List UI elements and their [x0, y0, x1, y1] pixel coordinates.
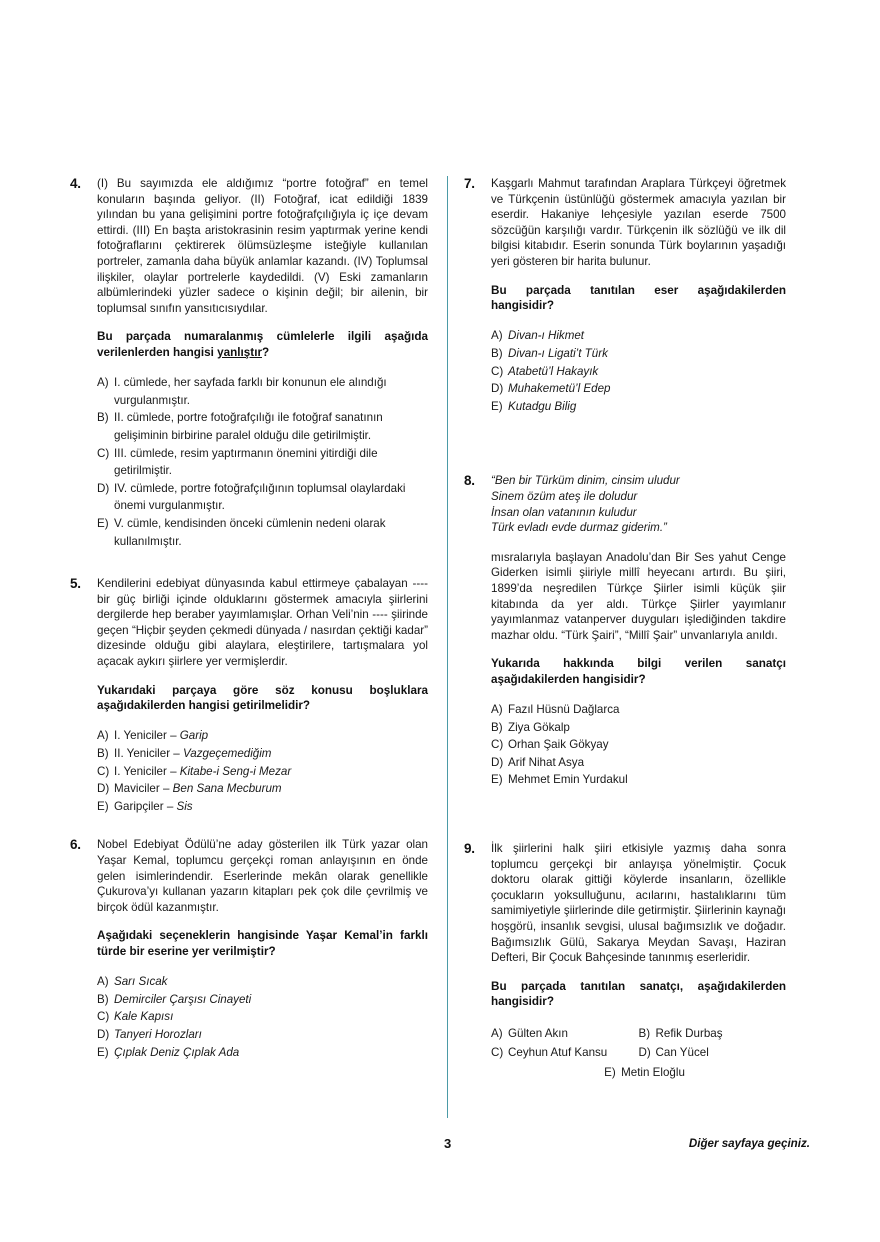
option-c-letter: C) [97, 446, 110, 460]
option-b-letter: B) [97, 992, 109, 1006]
option-a-letter: A) [97, 729, 109, 743]
question-6-passage: Nobel Edebiyat Ödülü’ne aday gösterilen ilk Türk yazar olan Yaşar Kemal, toplumcu gerçekçi roman anlayışının en önde gelen isimlerindendir. Eserlerinde mekân olarak genellikle Çukurova’yı kullanan yazarın kitapları pek çok dile çevrilmiş ve birçok ödül kazanmıştır. [97, 838, 428, 914]
option-d[interactable] [491, 754, 786, 772]
option-b[interactable] [491, 719, 786, 737]
option-c-letter: C) [491, 364, 504, 378]
option-d-text: Muhakemetü’l Edep [508, 382, 611, 396]
option-d-text: Arif Nihat Asya [508, 755, 585, 769]
option-e-text [114, 798, 428, 816]
option-c-text: Ceyhun Atuf Kansu [508, 1046, 608, 1060]
option-b[interactable] [491, 345, 786, 363]
question-9 [464, 841, 786, 1082]
question-4-prompt-underlined: yanlıştır [217, 345, 262, 359]
option-d[interactable] [639, 1043, 709, 1063]
question-5-header [70, 576, 428, 670]
option-d-letter: D) [97, 782, 110, 796]
option-d[interactable] [97, 1026, 428, 1044]
option-a-letter: A) [491, 1026, 503, 1040]
option-a-cell [491, 1024, 639, 1044]
option-e[interactable] [97, 515, 428, 550]
option-b-letter: B) [638, 1026, 651, 1040]
question-4-prompt-pre: Bu parçada numaralanmış cümlelerle ilgili aşağıda verilenlerden hangisi [97, 330, 428, 359]
option-a-text: I. cümlede, her sayfada farklı bir konunun ele alındığı vurgulanmıştır. [114, 376, 387, 407]
question-4 [70, 176, 428, 550]
question-9-passage: İlk şiirlerini halk şiiri etkisiyle yazmış daha sonra toplumcu gerçekçi bir anlayışa yönelmiştir. Çocuk doktoru olarak gittiği köylerde insanların, özellikle çocukların yoksulluğunu, acılarını, hastalıklarını tüm samimiyetiyle şiirlerinde dile getirmiştir. Şiirlerinin kaynağı hoşgörü, insanlık sevgisi, ulusal bağımsızlık ve doğadır. Bağımsızlık Gülü, Sakarya Meydan Savaşı, Haziran Defteri, Bir Çocuk Bahçesinde tanınmış eserleridir. [491, 842, 786, 965]
option-e[interactable] [491, 398, 786, 416]
option-b-title: Vazgeçemediğim [182, 747, 272, 761]
option-c-letter: C) [491, 1046, 504, 1060]
option-e-letter: E) [97, 799, 109, 813]
question-6 [70, 837, 428, 1061]
question-4-header [70, 176, 428, 316]
option-b-text: Divan-ı Ligati’t Türk [508, 346, 608, 360]
option-d-text [114, 780, 428, 798]
option-a-letter: A) [97, 975, 109, 989]
option-a[interactable] [97, 727, 428, 745]
left-column [70, 176, 428, 1082]
question-6-options [97, 973, 428, 1061]
option-c-text: Atabetü’l Hakayık [508, 364, 599, 378]
option-c[interactable] [491, 1043, 607, 1063]
poem-line-1: “Ben bir Türküm dinim, cinsim uludur [491, 474, 680, 488]
option-e-letter: E) [97, 516, 109, 530]
option-b-text: Demirciler Çarşısı Cinayeti [114, 992, 252, 1006]
option-a[interactable] [491, 1024, 568, 1044]
question-4-number: 4. [70, 176, 81, 191]
question-5-options [97, 727, 428, 815]
option-e-text: Kutadgu Bilig [508, 399, 577, 413]
question-8-passage: mısralarıyla başlayan Anadolu’dan Bir Ses yahut Cenge Giderken isimli şiiriyle millî heyecanı artırdı. Bu şiiri, 1899’da neşredilen Türkçe Şiirler isimli küçük şiir kitabında da yer aldı. Türkçe Şiirler yayımlanır yayımlanmaz vatanperver duyguları işlediğinden takdire mazhar oldu. “Türk Şairi”, “Millî Şair” unvanlarıyla anıldı. [491, 550, 786, 642]
option-a[interactable] [97, 973, 428, 991]
option-c-title: Kitabe-i Seng-i Mezar [179, 764, 292, 778]
question-9-options-row-1 [491, 1024, 786, 1044]
question-6-number: 6. [70, 837, 81, 853]
option-a-text: Divan-ı Hikmet [508, 329, 585, 343]
right-column [428, 176, 786, 1082]
option-b-text: Refik Durbaş [655, 1026, 723, 1040]
question-5-passage: Kendilerini edebiyat dünyasında kabul ettirmeye çabalayan ---- bir güç birliği içinde olduklarını göstermek amacıyla şiirlerini dergilerde hep beraber yayımlamışlar. Orhan Veli’nin ---- şiirinde geçen “Hiçbir şeyden çekmedi dünyada / nasırdan çektiği kadar” dizesinde olduğu gibi alaylara, eleştirilere, tartışmalara yol açacak aykırı şiirlere yer vermişlerdir. [97, 577, 428, 669]
option-c-text: Orhan Şaik Gökyay [508, 738, 609, 752]
option-b-letter: B) [491, 346, 503, 360]
option-b[interactable] [639, 1024, 723, 1044]
option-d-letter: D) [97, 481, 110, 495]
poem-line-3: İnsan olan vatanının kuludur [491, 505, 637, 519]
spacer [464, 415, 786, 473]
question-8-number: 8. [464, 473, 475, 489]
option-e[interactable] [97, 1044, 428, 1062]
option-a-text: Gülten Akın [508, 1026, 568, 1040]
question-4-passage: (I) Bu sayımızda ele aldığımız “portre fotoğraf” en temel konuların başında geliyor. (II) Fotoğraf, icat edildiği 1839 yılından bu yana gelişimini portre fotoğrafçılığıyla iç içe devam ettirdi. (III) En başta aristokrasinin resim yaptırmak yerine kendi fotoğraflarını çektirerek ölümsüzleşme isteğiyle kullanılan portreler, zamanla daha büyük anlamlar kazandı. (IV) Toplumsal ilişkiler, olaylar portrelerle kaydedildi. (V) Eski zamanların albümlerindeki yüzler sadece o kişinin değil; bir ailenin, bir toplumsal sınıfın yansıtıcısıydılar. [97, 177, 428, 315]
option-e[interactable] [491, 771, 786, 789]
question-7-header [464, 176, 786, 270]
option-d-text: IV. cümlede, portre fotoğrafçılığının toplumsal olaylardaki önemi vurgulanmıştır. [114, 481, 406, 513]
option-d-plain: Maviciler – [114, 782, 173, 796]
question-8-options [491, 701, 786, 789]
option-c[interactable] [491, 736, 786, 754]
question-5-number: 5. [70, 576, 81, 592]
option-c[interactable] [491, 363, 786, 381]
question-8-prompt: Yukarıda hakkında bilgi verilen sanatçı aşağıdakilerden hangisidir? [491, 657, 786, 686]
option-a-text: Fazıl Hüsnü Dağlarca [508, 703, 620, 717]
option-b[interactable] [97, 409, 428, 444]
option-c-letter: C) [97, 764, 110, 778]
question-7-number: 7. [464, 176, 475, 191]
question-4-prompt [97, 329, 428, 360]
option-c-letter: C) [491, 738, 504, 752]
option-c-plain: I. Yeniciler – [114, 764, 180, 778]
option-e-text: Metin Eloğlu [621, 1065, 685, 1079]
question-9-prompt: Bu parçada tanıtılan sanatçı, aşağıdakilerden hangisidir? [491, 979, 786, 1009]
question-4-prompt-post: ? [262, 345, 270, 359]
option-a[interactable] [97, 374, 428, 409]
option-a-text [114, 727, 428, 745]
option-b-letter: B) [491, 720, 503, 734]
question-7-options [491, 327, 786, 415]
option-c[interactable] [97, 445, 428, 480]
spacer [70, 815, 428, 837]
option-e-letter: E) [491, 773, 503, 787]
option-a-letter: A) [491, 329, 503, 343]
option-c-text [114, 763, 428, 781]
poem-line-2: Sinem özüm ateş ile doludur [491, 489, 638, 503]
option-b-cell [639, 1024, 787, 1044]
question-5-prompt: Yukarıdaki parçaya göre söz konusu boşluklara aşağıdakilerden hangisi getirilmelidir? [97, 683, 428, 713]
option-e-letter: E) [97, 1045, 109, 1059]
spacer [464, 789, 786, 841]
option-d[interactable] [97, 780, 428, 798]
option-e[interactable] [97, 798, 428, 816]
option-e[interactable] [604, 1063, 685, 1083]
option-a-letter: A) [97, 376, 109, 390]
option-d[interactable] [491, 380, 786, 398]
option-a[interactable] [491, 701, 786, 719]
question-9-options-row-3 [491, 1063, 786, 1083]
question-9-header [464, 841, 786, 966]
question-9-number: 9. [464, 841, 475, 857]
option-e-text: V. cümle, kendisinden önceki cümlenin nedeni olarak kullanılmıştır. [114, 516, 386, 548]
option-a-text: Sarı Sıcak [114, 975, 168, 989]
option-b-text: II. cümlede, portre fotoğrafçılığı ile fotoğraf sanatının gelişiminin birbirine paralel olduğu dile getirilmiştir. [114, 411, 383, 442]
option-e-text: Çıplak Deniz Çıplak Ada [114, 1045, 240, 1059]
option-e-text: Mehmet Emin Yurdakul [508, 773, 628, 787]
option-c-letter: C) [97, 1010, 110, 1024]
question-7-prompt: Bu parçada tanıtılan eser aşağıdakilerden hangisidir? [491, 283, 786, 312]
question-7-passage: Kaşgarlı Mahmut tarafından Araplara Türkçeyi öğretmek ve Türkçenin üstünlüğü göstermek amacıyla yazılan bir eserdir. Hakaniye lehçesiyle yazılan eserde 7500 sözcüğün karşılığı vardır. Türkçenin ilk sözlüğü ve ilk dil bilgisi kitabıdır. Eserin sonunda Türk boylarının yaşadığı yeri gösteren bir harita bulunur. [491, 177, 786, 268]
option-b[interactable] [97, 745, 428, 763]
option-e-plain: Garipçiler – [114, 799, 177, 813]
two-column-layout [70, 176, 810, 1082]
option-e-letter: E) [604, 1065, 616, 1079]
option-a-plain: I. Yeniciler – [114, 729, 180, 743]
option-d-text: Tanyeri Horozları [114, 1028, 202, 1041]
option-b-plain: II. Yeniciler – [114, 747, 183, 761]
option-a-letter: A) [491, 703, 503, 717]
option-c-text: Kale Kapısı [114, 1010, 174, 1024]
question-8-header [464, 473, 786, 535]
option-d[interactable] [97, 480, 428, 515]
option-c[interactable] [97, 1008, 428, 1026]
page-number: 3 [444, 1136, 452, 1151]
question-6-prompt: Aşağıdaki seçeneklerin hangisinde Yaşar Kemal’in farklı türde bir eserine yer verilmiştir? [97, 929, 428, 958]
poem-line-4: Türk evladı evde durmaz giderim.” [491, 521, 667, 535]
question-9-options [491, 1024, 786, 1083]
question-6-header [70, 837, 428, 915]
option-b[interactable] [97, 991, 428, 1009]
option-b-letter: B) [97, 411, 109, 425]
option-b-letter: B) [97, 747, 109, 761]
question-7 [464, 176, 786, 415]
question-4-options [97, 374, 428, 550]
question-5 [70, 576, 428, 815]
question-8 [464, 473, 786, 789]
option-d-letter: D) [638, 1046, 651, 1060]
option-c-text: III. cümlede, resim yaptırmanın önemini yitirdiği dile getirilmiştir. [114, 446, 378, 478]
option-c-cell [491, 1043, 639, 1063]
option-d-letter: D) [491, 382, 504, 396]
spacer [70, 550, 428, 576]
option-a[interactable] [491, 327, 786, 345]
option-d-title: Ben Sana Mecburum [172, 782, 282, 796]
option-a-title: Garip [179, 729, 209, 743]
option-d-letter: D) [491, 755, 504, 769]
option-d-text: Can Yücel [655, 1046, 709, 1060]
question-9-options-row-2 [491, 1043, 786, 1063]
question-8-poem [491, 473, 786, 535]
option-e-letter: E) [491, 399, 503, 413]
option-c[interactable] [97, 763, 428, 781]
option-b-text [114, 745, 428, 763]
next-page-note: Diğer sayfaya geçiniz. [688, 1137, 810, 1150]
option-d-letter: D) [97, 1028, 110, 1041]
option-e-title: Sis [176, 799, 193, 813]
option-d-cell [639, 1043, 787, 1063]
option-b-text: Ziya Gökalp [508, 720, 570, 734]
